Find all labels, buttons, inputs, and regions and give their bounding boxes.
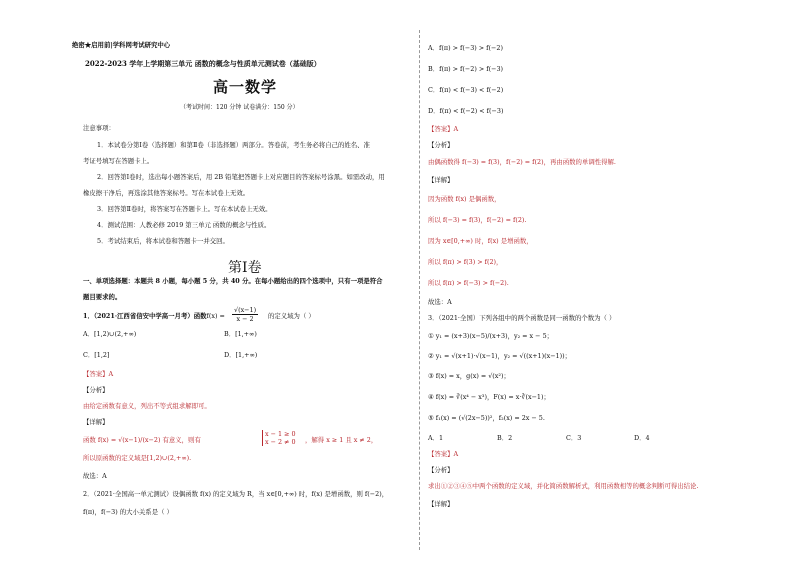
q2-answer: 【答案】A <box>428 125 459 133</box>
q3-answer: 【答案】A <box>428 450 459 458</box>
q1-option-c: C．[1,2] <box>83 351 110 359</box>
note-line: 1．本试卷分第Ⅰ卷（选择题）和第Ⅱ卷（非选择题）两部分。答卷前，考生务必将自己的姓名、准 <box>97 141 370 149</box>
q1-stem-end: 的定义域为（ ） <box>268 312 315 320</box>
secret-label: 绝密★启用前|学科网考试研究中心 <box>72 41 171 49</box>
q2-choose: 故选：A <box>428 298 452 306</box>
q1-answer: 【答案】A <box>83 370 114 378</box>
note-line: 橡皮擦干净后，再选涂其他答案标号。写在本试卷上无效。 <box>83 189 250 197</box>
q3-xiangjie-label: 【详解】 <box>428 500 454 508</box>
q2-stem: f(π)，f(−3) 的大小关系是（ ） <box>83 508 173 516</box>
subject-title: 高一数学 <box>213 78 278 96</box>
exam-title: 2022-2023 学年上学期第三单元 函数的概念与性质单元测试卷（基础版） <box>85 59 321 68</box>
q2-fenxi-label: 【分析】 <box>428 141 454 149</box>
note-line: 4．测试范围：人教必修 2019 第三单元 函数的概念与性质。 <box>97 221 271 229</box>
q3-fenxi-text: 求出①②③④⑤中两个函数的定义域，并化简函数解析式，利用函数相等的概念判断可得出结论. <box>428 482 699 490</box>
q2-option-a: A．f(π) > f(−3) > f(−2) <box>428 44 503 52</box>
q3-fenxi-label: 【分析】 <box>428 466 454 474</box>
q1-detail-end: ，解得 x ≥ 1 且 x ≠ 2， <box>305 436 378 444</box>
q2-option-d: D．f(π) < f(−2) < f(−3) <box>428 107 504 115</box>
section-instruction: 题目要求的。 <box>83 293 122 301</box>
q2-detail: 所以 f(π) > f(−3) > f(−2). <box>428 279 509 287</box>
q3-item-5: ⑤ f₁(x) = (√(2x−5))²，f₂(x) = 2x − 5. <box>428 414 545 422</box>
q2-stem: 2．（2021·全国高一单元测试）设偶函数 f(x) 的定义域为 R，当 x∈[0,+∞) 时，f(x) 是增函数，则 f(−2)， <box>83 490 389 498</box>
q1-option-d: D．[1,+∞) <box>224 351 258 359</box>
q3-item-3: ③ f(x) = x，g(x) = √(x²)； <box>428 372 510 380</box>
q2-option-c: C．f(π) < f(−3) < f(−2) <box>428 86 504 94</box>
q2-detail: 因为 x∈[0,+∞) 时，f(x) 是增函数， <box>428 237 533 245</box>
q1-system: x − 1 ≥ 0 x − 2 ≠ 0 <box>262 430 296 446</box>
q2-detail: 所以 f(−3) = f(3)，f(−2) = f(2). <box>428 216 527 224</box>
q1-fraction: √(x−1) x − 2 <box>234 306 257 323</box>
q3-item-4: ④ f(x) = ∛(x⁴ − x³)，F(x) = x·∛(x−1)； <box>428 393 550 401</box>
q3-option-d: D．4 <box>634 434 650 442</box>
q2-fenxi-text: 由偶函数得 f(−3) = f(3)，f(−2) = f(2)，再由函数的单调性得解. <box>428 158 616 166</box>
note-line: 3．回答第Ⅱ卷时，将答案写在答题卡上。写在本试卷上无效。 <box>97 205 272 213</box>
note-line: 5．考试结束后，将本试卷和答题卡一并交回。 <box>97 237 229 245</box>
q1-xiangjie-label: 【详解】 <box>83 418 109 426</box>
q1-choose: 故选：A <box>83 472 107 480</box>
q3-item-1: ① y₁ = (x+3)(x−5)/(x+3)，y₂ = x − 5； <box>428 332 554 340</box>
q1-stem: 1．（2021·江西省信安中学高一月考）函数f(x) = <box>83 312 225 320</box>
time-info: （考试时间：120 分钟 试卷满分：150 分） <box>180 104 299 111</box>
q3-option-a: A．1 <box>428 434 444 442</box>
column-divider <box>419 30 420 550</box>
q1-option-b: B．[1,+∞) <box>224 330 257 338</box>
q2-option-b: B．f(π) > f(−2) > f(−3) <box>428 65 504 73</box>
q2-detail: 所以 f(π) > f(3) > f(2)， <box>428 258 503 266</box>
q1-fenxi-label: 【分析】 <box>83 386 109 394</box>
note-line: 考证号填写在答题卡上。 <box>83 157 154 165</box>
notes-heading: 注意事项： <box>83 124 115 132</box>
q1-fenxi-text: 由给定函数有意义，列出不等式组求解即可。 <box>83 402 211 410</box>
q2-xiangjie-label: 【详解】 <box>428 176 454 184</box>
q3-item-2: ② y₁ = √(x+1)·√(x−1)，y₂ = √((x+1)(x−1))； <box>428 352 571 360</box>
section-title: 第Ⅰ卷 <box>228 260 262 276</box>
q3-option-c: C．3 <box>566 434 582 442</box>
q1-option-a: A．[1,2)∪(2,+∞) <box>83 330 137 338</box>
q1-detail2: 所以原函数的定义域是[1,2)∪(2,+∞). <box>83 454 192 462</box>
q2-detail: 因为函数 f(x) 是偶函数， <box>428 195 501 203</box>
note-line: 2．回答第Ⅰ卷时，选出每小题答案后，用 2B 铅笔把答题卡上对应题目的答案标号涂黑。如需改动，用 <box>97 173 385 181</box>
q3-stem: 3．（2021·全国）下列各组中的两个函数是同一函数的个数为（ ） <box>428 314 616 322</box>
q3-option-b: B．2 <box>497 434 513 442</box>
section-instruction: 一、单项选择题：本题共 8 小题，每小题 5 分，共 40 分。在每小题给出的四个选项中，只有一项是符合 <box>83 277 383 285</box>
q1-detail: 函数 f(x) = √(x−1)/(x−2) 有意义，则有 <box>83 436 201 444</box>
